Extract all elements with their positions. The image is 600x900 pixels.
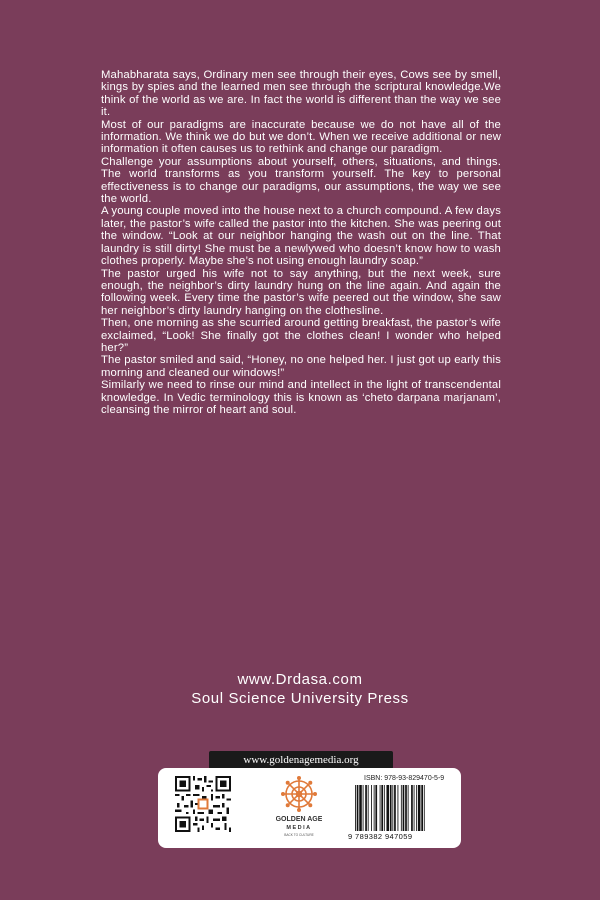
barcode-bar — [375, 785, 377, 831]
barcode-bar — [403, 785, 405, 831]
barcode-bar — [392, 785, 393, 831]
publisher-url-band: www.goldenagemedia.org — [209, 751, 393, 769]
barcode-bar — [357, 785, 359, 831]
isbn-panel — [158, 768, 461, 848]
barcode-bar — [405, 785, 407, 831]
paragraph-paradigms: Most of our paradigms are inaccurate because we do not have all of the information. We think we do but we don’t. When we receive additional or new information it often causes us to rethink and change our paradigm. — [101, 118, 501, 156]
barcode-bar — [355, 785, 356, 831]
barcode-bar — [401, 785, 402, 831]
paragraph-mahabharata: Mahabharata says, Ordinary men see through their eyes, Cows see by smell, kings by spies and the learned men see through the scriptural knowledge.We think of the world as we are. In fact the world is different than the way we see it. — [101, 69, 501, 119]
barcode-bar — [394, 785, 396, 831]
barcode-icon — [354, 785, 454, 831]
barcode-bar — [363, 785, 364, 831]
barcode-bar — [416, 785, 417, 831]
paragraph-young-couple: A young couple moved into the house next to a church compound. A few days later, the pastor’s wife called the pastor into the kitchen. She was peering out the window. “Look at our neighbor hanging the wash out on the line. That laundry is still dirty! She must be a newlywed who doesn’t know how to wash clothes properly. Maybe she’s not using enough laundry soap.” — [101, 205, 501, 268]
qr-code-icon — [175, 776, 231, 832]
barcode-bar — [408, 785, 409, 831]
paragraph-one-morning: Then, one morning as she scurried around getting breakfast, the pastor’s wife exclaimed, “Look! She finally got the clothes clean! I wonder who helped her?” — [101, 317, 501, 354]
barcode-bar — [398, 785, 399, 831]
paragraph-pastor-smiled: The pastor smiled and said, “Honey, no one helped her. I just got up early this morning and cleaned our windows!” — [101, 354, 501, 379]
logo-tagline: BACK TO CULTURE — [284, 833, 314, 837]
paragraph-pastor-urged: The pastor urged his wife not to say anything, but the next week, sure enough, the neighbor’s dirty laundry hung on the line again. And again the following week. Every time the pastor’s wife peered out the window, she saw her neighbor’s dirty laundry hanging on the clothesline. — [101, 267, 501, 317]
barcode-bar — [418, 785, 421, 831]
website-url: www.Drdasa.com — [237, 671, 363, 688]
isbn-label: ISBN: 978-93-829470-5-9 — [364, 775, 445, 782]
barcode-bar — [411, 785, 413, 831]
barcode-bar — [384, 785, 385, 831]
barcode-bar — [368, 785, 369, 831]
barcode-bar — [359, 785, 362, 831]
barcode-bar — [414, 785, 415, 831]
barcode-bar — [374, 785, 375, 831]
barcode-number: 9 789382 947059 — [348, 832, 413, 841]
logo-name: GOLDEN AGE — [276, 816, 322, 823]
golden-age-media-logo-icon — [276, 774, 322, 842]
barcode-bar — [380, 785, 381, 831]
barcode-bar — [424, 785, 425, 831]
back-cover-text — [101, 69, 501, 416]
barcode-bar — [365, 785, 367, 831]
barcode-bar — [390, 785, 392, 831]
paragraph-challenge: Challenge your assumptions about yourself, others, situations, and things. The world transforms as you transform yourself. The key to personal effectiveness is to change our paradigms, our assumptions, the way we see the world. — [101, 155, 501, 206]
barcode-bar — [386, 785, 389, 831]
logo-sub: MEDIA — [286, 825, 312, 831]
paragraph-similarly: Similarly we need to rinse our mind and intellect in the light of transcendental knowledge. In Vedic terminology this is known as ‘cheto darpana marjanam’, cleansing the mirror of heart and soul. — [101, 379, 501, 416]
barcode-bar — [381, 785, 383, 831]
barcode-bar — [421, 785, 423, 831]
barcode-bar — [371, 785, 372, 831]
publisher-press: Soul Science University Press — [191, 690, 409, 707]
